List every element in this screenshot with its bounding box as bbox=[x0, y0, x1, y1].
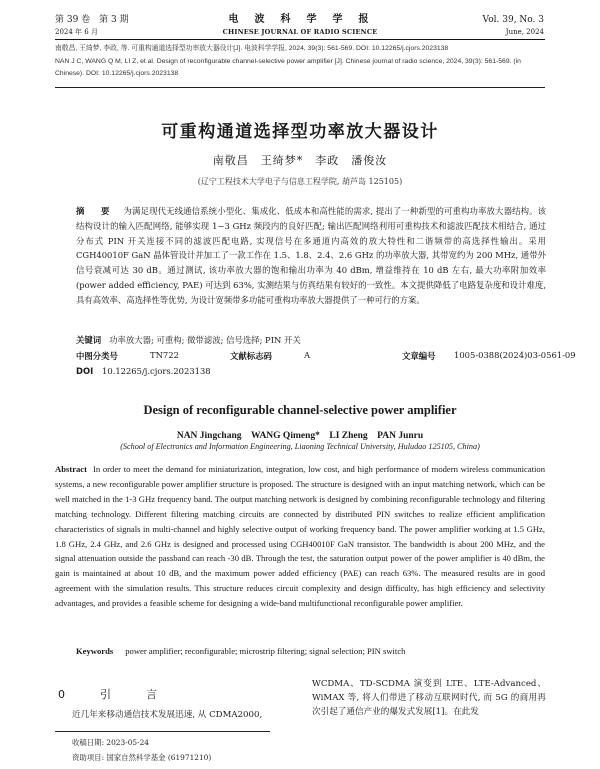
intro-text-right: WCDMA、TD-SCDMA 演变到 LTE、LTE-Advanced、WiMAX 等, 将人们带进了移动互联网时代, 而 5G 的商用再次引起了通信产业的爆发式发展[1]。在此发 bbox=[312, 679, 546, 718]
citation-en-line1: NAN J C, WANG Q M, LI Z, et al. Design of reconfigurable channel-selective power amplifier [J]. Chinese journal of radio science, 2024, 39(3): 561-569. (in bbox=[55, 57, 521, 65]
doc-label: 文献标志码 bbox=[230, 351, 272, 361]
doc-label-wrap bbox=[230, 350, 272, 362]
affiliation-cn: (辽宁工程技术大学电子与信息工程学院, 葫芦岛 125105) bbox=[197, 177, 403, 186]
clc-value: TN722 bbox=[150, 350, 179, 360]
article-value: 1005-0388(2024)03-0561-09 bbox=[454, 350, 576, 360]
doi-label-wrap bbox=[76, 366, 93, 376]
authors-en: NAN Jingchang WANG Qimeng* LI Zheng PAN Junru bbox=[176, 431, 424, 441]
abstract-cn-label: 摘 要 bbox=[76, 206, 114, 216]
footnote-received: 收稿日期: 2023-05-24 bbox=[72, 738, 150, 747]
doc-value: A bbox=[304, 350, 311, 360]
footnote-funding: 资助项目: 国家自然科学基金 (61971210) bbox=[72, 753, 212, 762]
citation-en-line2: Chinese). DOI: 10.12265/j.cjors.2023138 bbox=[55, 70, 179, 77]
journal-name-cn: 电 波 科 学 学 报 bbox=[228, 14, 372, 25]
title-cn: 可重构通道选择型功率放大器设计 bbox=[161, 122, 439, 142]
clc-label-wrap bbox=[76, 350, 118, 362]
citation-block bbox=[55, 43, 545, 81]
section-heading-intro: 0 引 言 bbox=[58, 688, 169, 701]
citation-rule bbox=[55, 87, 545, 88]
keywords-en bbox=[76, 646, 546, 656]
volume-en: Vol. 39, No. 3 bbox=[482, 15, 544, 25]
article-label-wrap bbox=[402, 350, 436, 362]
abstract-en bbox=[55, 462, 545, 611]
volume-cn: 第 39 卷 第 3 期 bbox=[55, 15, 129, 25]
citation-cn: 南敬昌, 王绮梦, 李政, 等. 可重构通道选择型功率放大器设计[J]. 电波科学学报, 2024, 39(3): 561-569. DOI: 10.12265/j.cjors.2023138 bbox=[55, 45, 449, 52]
keywords-en-label: Keywords bbox=[76, 646, 114, 656]
abstract-en-label: Abstract bbox=[55, 464, 87, 474]
abstract-cn-text: 为满足现代无线通信系统小型化、集成化、低成本和高性能的需求, 提出了一种新型的可重构功率放大器结构。该结构设计的输入匹配网络, 能够实现 1~3 GHz 频段内的良好匹配; 输出匹配网络利用可重构技术和滤波匹配技术相结合, 通过分布式 PIN 开关连接不同的滤波匹配电路, 实现信号在多通道内高效的放大特性和二谐频带的高选择性输出。采用 CGH40010F GaN 晶体管设计并加工了一款工作在 1.5、1.8、2.4、2.6 GHz 的功率放大器, 其带宽约为 200 MHz, 通带外信号衰减可达 30 dB。通过测试, 该功率放大器的饱和输出功率为 40 dBm, 增益维持在 10 dB 左右, 最大功率附加效率 (power added efficiency, PAE) 可达到 63%, 实测结果与仿真结果有较好的一致性。本文提供降低了电路复杂度和设计难度, 具有高效率、高选择性等优势, 为设计宽频带多功能可重构功率放大器提供了一种可行的方案。 bbox=[76, 206, 547, 305]
affiliation-en: (School of Electronics and Information Engineering, Liaoning Technical University, Huludao 125105, China) bbox=[120, 442, 480, 451]
journal-volume-en bbox=[483, 14, 544, 38]
keywords-cn-label: 关键词 bbox=[76, 335, 102, 345]
header-rule bbox=[55, 39, 545, 40]
doi-value: 10.12265/j.cjors.2023138 bbox=[102, 366, 211, 376]
journal-name-en: CHINESE JOURNAL OF RADIO SCIENCE bbox=[222, 28, 378, 36]
authors-cn: 南敬昌 王绮梦* 李政 潘俊汝 bbox=[212, 154, 388, 167]
keywords-cn-text: 功率放大器; 可重构; 微带滤波; 信号选择; PIN 开关 bbox=[109, 335, 301, 345]
keywords-cn bbox=[76, 334, 546, 346]
title-en: Design of reconfigurable channel-selective power amplifier bbox=[143, 403, 457, 417]
doi-label: DOI bbox=[76, 366, 94, 376]
abstract-en-text: In order to meet the demand for miniaturization, integration, low cost, and high performance of modern wireless communication systems, a new reconfigurable power amplifier structure is proposed. The structure is designed with an input matching network, which can be well matched in the 1-3 GHz frequency band. The output matching network is designed by combining reconfigurable technology and filtering matching technology. Different filtering matching circuits are connected by distributed PIN switches to realize efficient amplification characteristics of signals in multi-channel and highly selective output of working frequency band. The power amplifier working at 1.5 GHz, 1.8 GHz, 2.4 GHz, and 2.6 GHz is designed and processed using CGH40010F GaN transistor. The bandwidth is about 200 MHz, and the signal attenuation outside the passband can reach -30 dB. Through the test, the saturation output power of the power amplifier is 40 dBm, the gain is maintained at about 10 dB, and the maximum power added efficiency (PAE) can reach 63%. The measured results are in good agreement with the simulation results. This structure reduces circuit complexity and design difficulty, has high efficiency and selectivity advantages, and provides a feasible scheme for designing a wide-band multifunctional reconfigurable power amplifier. bbox=[55, 464, 545, 609]
keywords-en-text: power amplifier; reconfigurable; microstrip filtering; signal selection; PIN switch bbox=[125, 646, 406, 656]
article-label: 文章编号 bbox=[402, 351, 436, 361]
date-en: June, 2024 bbox=[505, 28, 544, 36]
abstract-cn bbox=[76, 204, 546, 308]
intro-text-left: 近几年来移动通信技术发展迅速, 从 CDMA2000, bbox=[72, 710, 263, 720]
date-cn: 2024 年 6 月 bbox=[55, 28, 98, 36]
clc-label: 中图分类号 bbox=[76, 351, 118, 361]
footnote-rule bbox=[55, 731, 270, 732]
